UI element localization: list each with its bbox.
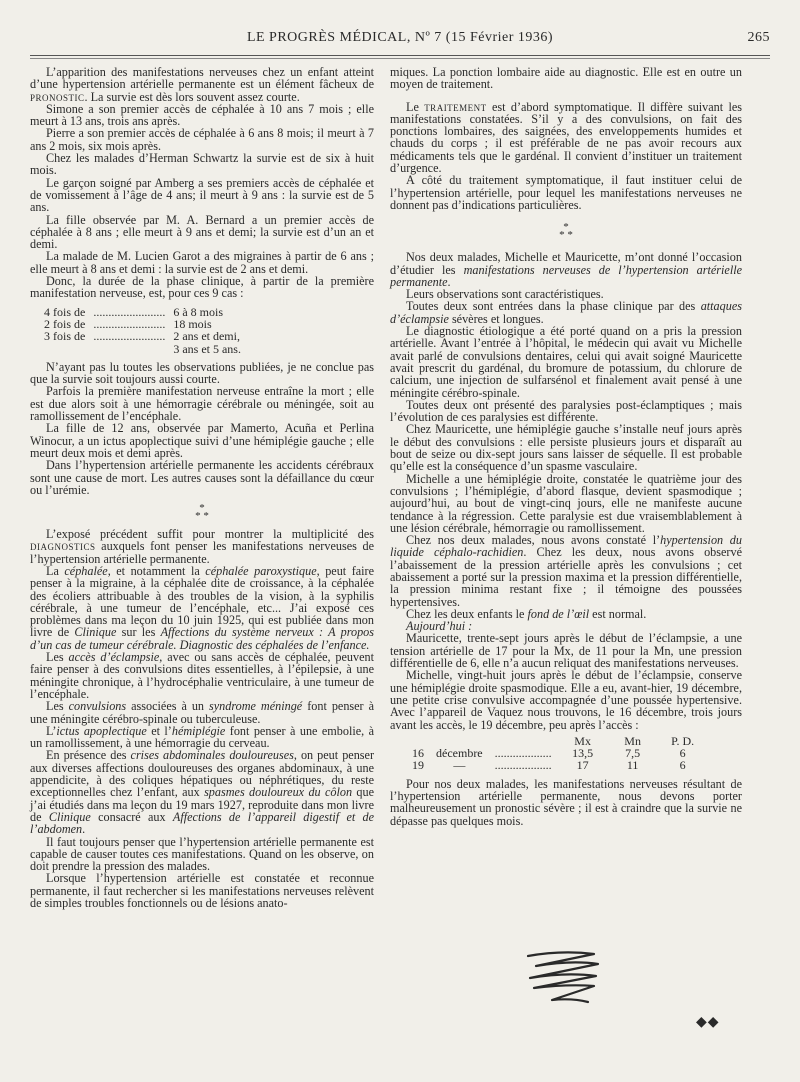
ornament-flourish (522, 948, 602, 1008)
paragraph: Toutes deux sont entrées dans la phase clinique par des attaques d’éclampsie sévères et longues. (390, 299, 742, 326)
left-column (30, 66, 374, 909)
table-header-row: Mx Mn P. D. (574, 733, 695, 748)
blood-pressure-table (406, 735, 708, 772)
paragraph: La céphalée, et notamment la céphalée paroxystique, peut faire penser à la migraine, à la céphalée dite de croissance, à la céphalée des écoliers attribuable à des troubles de la vision, à la syphilis cérébrale, à une tumeur de l’encéphale, etc... J’ai exposé ces problèmes dans ma leçon du 10 juin 1925, qui est publiée dans mon livre de Clinique sur les Affections du système nerveux : A propos d’un cas de tumeur cérébrale. Diagnostic des céphalées de l’enfance. (30, 563, 375, 652)
section-separator: * * * (559, 221, 573, 242)
header-rule (30, 55, 770, 56)
page-number: 265 (747, 30, 770, 45)
right-column (390, 66, 742, 827)
table-row: 3 fois de ........................ 2 ans et demi, (44, 329, 240, 344)
section-separator: * * * (195, 502, 209, 523)
paragraph: La fille observée par M. A. Bernard a un premier accès de céphalée à 8 ans ; elle meurt à 9 ans et demi; la survie est d’un an et demi. (30, 212, 374, 252)
running-header (30, 30, 770, 52)
paragraph: A côté du traitement symptomatique, il faut instituer celui de l’hypertension artérielle, pour lequel les manifestations nerveuses ne donnent pas d’indications particulières. (390, 173, 742, 212)
table-row: 2 fois de ........................ 18 mois (44, 316, 212, 331)
paragraph: Michelle, vingt-huit jours après le début de l’éclampsie, conserve une hémiplégie droite spasmodique. Elle a eu, avant-hier, 19 décembre, une petite crise convulsive accompagnée d’une poussée hypertensive. Avec l’appareil de Vaquez nous trouvons, le 16 décembre, trois jours avant les accès, le 19 décembre, peu après l’accès : (390, 668, 742, 732)
table-row: 19 — ................... 17 11 6 (412, 758, 686, 773)
paragraph: En présence des crises abdominales douloureuses, on peut penser aux diverses affections douloureuses des organes abdominaux, à une appendicite, à des coliques hépatiques ou néphrétiques, du reste exceptionnelles chez l’enfant, aux spasmes douloureux du côlon que j’ai étudiés dans ma leçon du 19 mars 1927, reproduite dans mon livre de Clinique consacré aux Affections de l’appareil digestif et de l’abdomen. (30, 748, 375, 837)
paragraph: Le traitement est d’abord symptomatique. Il diffère suivant les manifestations constatées. S’il y a des convulsions, on fait des ponctions lombaires, des saignées, des enveloppements humides et chauds du corps ; il est préférable de ne pas avoir recours aux médicaments tels que le gardénal. Il convient d’instituer un traitement d’urgence. (390, 99, 743, 176)
paragraph: Pour nos deux malades, les manifestations nerveuses résultant de l’hypertension artérielle permanente, nous devons porter malheureusement un pronostic sévère ; il est à craindre que la survie ne dépasse pas quelques mois. (390, 776, 742, 828)
end-mark: ◆◆ (696, 1015, 720, 1030)
paragraph: Chez nos deux malades, nous avons constaté l’hypertension du liquide céphalo-rachidien. Chez les deux, nous avons observé l’abaissement de la pression artérielle après les convulsions ; cet abaissement a porté sur la pression maxima et la pression différentielle, la pression minima restant fixe ; il témoigne des poussées hypertensives. (390, 533, 742, 609)
paragraph: Le diagnostic étiologique a été porté quand on a pris la pression artérielle. Avant l’entrée à l’hôpital, le médecin qui avait vu Michelle avait parlé de convulsions dentaires, celui qui avait soigné Mauricette avait prescrit du gardénal, du bromure de potassium, du chlorure de calcium, une injection de sulfarsénol et finalement avait pensé à une méningite cérébro-spinale. (390, 324, 742, 400)
paragraph: La malade de M. Lucien Garot a des migraines à partir de 6 ans ; elle meurt à 8 ans et demi : la survie est de 2 ans et demi. (30, 249, 374, 276)
paragraph: Leurs observations sont caractéristiques. (406, 287, 604, 302)
paragraph: Toutes deux ont présenté des paralysies post-éclamptiques ; mais l’évolution de ces paralysies est différente. (390, 397, 742, 425)
table-row: 4 fois de ........................ 6 à 8 mois (44, 304, 223, 319)
paragraph: Le garçon soigné par Amberg a ses premiers accès de céphalée et de vomissement à l’âge de 4 ans; il meurt à 9 ans : la survie est de 5 ans. (30, 175, 374, 215)
paragraph: Dans l’hypertension artérielle permanente les accidents cérébraux sont une cause de mort. Les autres causes sont la défaillance du cœur ou l’urémie. (30, 458, 374, 497)
paragraph: Simone a son premier accès de céphalée à 10 ans 7 mois ; elle meurt à 13 ans, trois ans après. (30, 101, 374, 129)
paragraph: N’ayant pas lu toutes les observations publiées, je ne conclue pas que la survie soit toujours aussi courte. (30, 359, 374, 387)
paragraph: Les accès d’éclampsie, avec ou sans accès de céphalée, peuvent faire penser à des convulsions dites essentielles, à l’épilepsie, à une méningite chronique, à l’hydrocéphalie ventriculaire, à une tumeur de l’encéphale. (30, 650, 375, 701)
table-row: 3 ans et 5 ans. (173, 341, 241, 356)
paragraph: Michelle a une hémiplégie droite, constatée le quatrième jour des convulsions ; l’hémiplégie, d’abord flasque, devient spasmodique ; aujourd’hui, au bout de vingt-cinq jours, elle ne manifeste aucune tendance à la régression. Cette paralysie est due vraisemblablement à une lésion cérébrale, hémorragie ou ramollissement. (390, 471, 742, 535)
paragraph: Pierre a son premier accès de céphalée à 6 ans 8 mois; il meurt à 7 ans 2 mois, six mois après. (30, 126, 374, 153)
paragraph: Aujourd’hui : (406, 619, 473, 634)
header-rule-double (30, 58, 770, 59)
paragraph: Chez les deux enfants le fond de l’œil est normal. (406, 606, 647, 621)
paragraph: Chez les malades d’Herman Schwartz la survie est de six à huit mois. (30, 151, 374, 178)
journal-title: LE PROGRÈS MÉDICAL, Nº 7 (15 Février 1936) (246, 30, 554, 45)
paragraph: Mauricette, trente-sept jours après le début de l’éclampsie, a une tension artérielle de 17 pour la Mx, de 11 pour la Mn, une pression différentielle de 6, elle n’a aucun reliquat des manifestations nerveuses. (390, 631, 742, 671)
paragraph: miques. La ponction lombaire aide au diagnostic. Elle est en outre un moyen de traitement. (390, 65, 742, 92)
paragraph: Donc, la durée de la phase clinique, à partir de la première manifestation nerveuse, est, pour ces 9 cas : (30, 274, 374, 301)
paragraph: Il faut toujours penser que l’hypertension artérielle permanente est capable de causer toutes ces manifestations. Quand on les observe, on doit prendre la pression des malades. (30, 834, 374, 874)
paragraph: L’apparition des manifestations nerveuses chez un enfant atteint d’une hypertension artérielle permanente est un élément fâcheux de pronostic. La survie est dès lors souvent assez courte. (30, 65, 374, 104)
paragraph: Parfois la première manifestation nerveuse entraîne la mort ; elle est due alors soit à une hémorragie cérébrale ou méningée, soit au ramollissement de l’encéphale. (30, 384, 374, 424)
paragraph: Chez Mauricette, une hémiplégie gauche s’installe neuf jours après le début des convulsions : elle persiste plusieurs jours et disparaît au bout de seize ou dix-sept jours sans laisser de séquelle. Il est probable qu’elle est la conséquence d’un spasme vasculaire. (390, 422, 742, 474)
paragraph: L’exposé précédent suffit pour montrer la multiplicité des diagnostics auxquels font penser les manifestations nerveuses de l’hypertension artérielle permanente. (30, 527, 375, 566)
paragraph: La fille de 12 ans, observée par Mamerto, Acuña et Perlina Winocur, a un ictus apoplectique suivi d’une hémiplégie gauche ; elle meurt deux mois et demi après. (30, 421, 374, 460)
paragraph: Nos deux malades, Michelle et Mauricette, m’ont donné l’occasion d’étudier les manifestations nerveuses de l’hypertension artérielle permanente. (390, 250, 743, 289)
survival-table (40, 306, 245, 355)
paragraph: Lorsque l’hypertension artérielle est constatée et reconnue permanente, il faut rechercher si les manifestations nerveuses relèvent de simples troubles fonctionnels ou de lésions anato- (30, 871, 374, 910)
paragraph: L’ictus apoplectique et l’hémiplégie font penser à une embolie, à un ramollissement, à une hémorragie du cerveau. (30, 723, 375, 751)
table-row: 16 décembre ................... 13,5 7,5 6 (412, 746, 686, 761)
paragraph: Les convulsions associées à un syndrome méningé font penser à une méningite cérébro-spinale ou tuberculeuse. (30, 699, 375, 726)
